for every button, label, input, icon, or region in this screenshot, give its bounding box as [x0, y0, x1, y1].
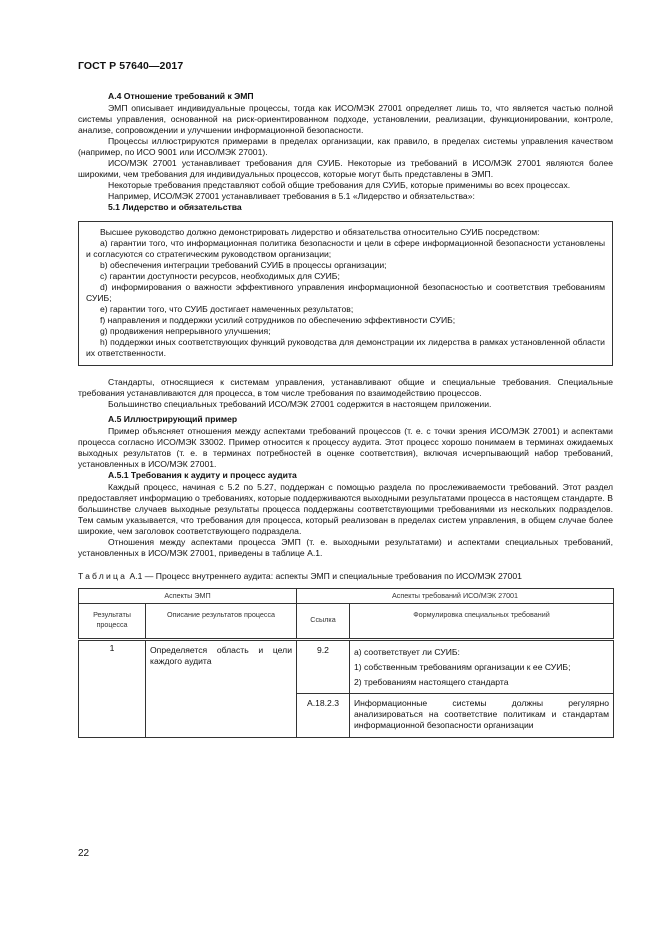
requirement-line: а) соответствует ли СУИБ:: [354, 647, 460, 657]
cell-description: Определяется область и цели каждого аудита: [146, 640, 297, 738]
cell-result: 1: [79, 640, 146, 738]
cell-reference: 9.2: [297, 640, 350, 694]
section-a4-title: А.4 Отношение требований к ЭМП: [108, 91, 254, 101]
paragraph: ИСО/МЭК 27001 устанавливает требования для СУИБ. Некоторые из требований в ИСО/МЭК 27001 являются более широкими, чем требования для индивидуальных процессов, которые могут быть представлены в ЭМП.: [78, 158, 613, 179]
paragraph: ЭМП описывает индивидуальные процессы, тогда как ИСО/МЭК 27001 определяет лишь то, что является частью полной системы управления, основанной на риск-ориентированном подходе, установлении, реализации, функционировании, контроле, анализе, сопровождении и улучшении информационной безопасности.: [78, 103, 613, 135]
paragraph: Стандарты, относящиеся к системам управления, устанавливают общие и специальные требования. Специальные требования устанавливаются для процесса, в том числе требования по взаимодействию процессов.: [78, 377, 613, 398]
section-a5-title: А.5 Иллюстрирующий пример: [108, 414, 238, 424]
quoted-requirements-box: [78, 221, 613, 366]
requirement-line: 1) собственным требованиям организации к ее СУИБ;: [354, 662, 571, 672]
section-a51-title: А.5.1 Требования к аудиту и процесс аудита: [108, 470, 297, 480]
table-caption-label: Таблица: [78, 571, 128, 581]
box-line: e) гарантии того, что СУИБ достигает намеченных результатов;: [100, 304, 354, 314]
cell-requirement: Информационные системы должны регулярно анализироваться на соответствие политикам и стандартам информационной безопасности организации: [350, 694, 614, 738]
col-header-reference: Ссылка: [297, 604, 350, 640]
cell-requirement: [350, 640, 614, 694]
paragraph: Некоторые требования представляют собой общие требования для СУИБ, которые применимы во всех процессах.: [108, 180, 571, 190]
group-header-iso: Аспекты требований ИСО/МЭК 27001: [297, 589, 614, 604]
box-line: a) гарантии того, что информационная политика безопасности и цели в сфере информационной безопасности установлены и согласуются со стратегическим руководством организации;: [86, 238, 605, 259]
requirement-line: 2) требованиям настоящего стандарта: [354, 677, 509, 687]
col-header-results: Результаты процесса: [79, 604, 146, 640]
clause-title: 5.1 Лидерство и обязательства: [108, 202, 242, 212]
paragraph: Например, ИСО/МЭК 27001 устанавливает требования в 5.1 «Лидерство и обязательства»:: [108, 191, 475, 201]
paragraph: Отношения между аспектами процесса ЭМП (т. е. выходными результатами) и аспектами специальных требований, установленных в ИСО/МЭК 27001, приведены в таблице А.1.: [78, 537, 613, 558]
requirements-table: [78, 588, 614, 738]
box-line: Высшее руководство должно демонстрировать лидерство и обязательства относительно СУИБ посредством:: [100, 227, 540, 237]
page-number: 22: [78, 848, 90, 859]
box-line: b) обеспечения интеграции требований СУИБ в процессы организации;: [100, 260, 387, 270]
document-code: ГОСТ Р 57640—2017: [78, 60, 184, 72]
box-line: g) продвижения непрерывного улучшения;: [100, 326, 271, 336]
box-line: d) информирования о важности эффективного управления информационной безопасностью и соответствия требованиям СУИБ;: [86, 282, 605, 303]
paragraph: Процессы иллюстрируются примерами в пределах организации, как правило, в пределах системы управления качеством (например, по ИСО 9001 или ИСО/МЭК 27001).: [78, 136, 613, 157]
col-header-description: Описание результатов процесса: [146, 604, 297, 640]
page-content: [78, 91, 613, 738]
cell-reference: A.18.2.3: [297, 694, 350, 738]
paragraph: Пример объясняет отношения между аспектами требований процессов (т. е. с точки зрения ИСО/МЭК 27001) и аспектами процесса согласно ИСО/МЭК 33002. Пример относится к процессу аудита. Этот процесс хорошо понимаем в терминах ожидаемых выходных результатов (т. е. в терминах потребностей в оценке соответствия), включая исчерпывающий набор требований, установленных в ИСО/МЭК 27001.: [78, 426, 613, 469]
col-header-requirements: Формулировка специальных требований: [350, 604, 614, 640]
table-caption: [78, 571, 613, 582]
box-line: c) гарантии доступности ресурсов, необходимых для СУИБ;: [100, 271, 340, 281]
paragraph: Большинство специальных требований ИСО/МЭК 27001 содержится в настоящем приложении.: [108, 399, 492, 409]
box-line: h) поддержки иных соответствующих функций руководства для демонстрации их лидерства в рамках установленной области их ответственности.: [86, 337, 605, 358]
group-header-emp: Аспекты ЭМП: [79, 589, 297, 604]
table-caption-text: А.1 — Процесс внутреннего аудита: аспекты ЭМП и специальные требования по ИСО/МЭК 27001: [129, 571, 522, 581]
paragraph: Каждый процесс, начиная с 5.2 по 5.27, поддержан с помощью раздела по прослеживаемости требований. Этот раздел предоставляет информацию о требованиях, которые поддерживаются выходными результатами процесса в настоящем стандарте. В большинстве случаев выходные результаты процесса поддержаны соответствующими требованиями из нескольких подразделов. Тем самым указывается, что требования для процесса, который реализован в пределах систем управления, в общем случае более широкие, чем заголовок соответствующего подраздела.: [78, 482, 613, 536]
table-row: [79, 640, 614, 694]
box-line: f) направления и поддержки усилий сотрудников по обеспечению эффективности СУИБ;: [100, 315, 456, 325]
